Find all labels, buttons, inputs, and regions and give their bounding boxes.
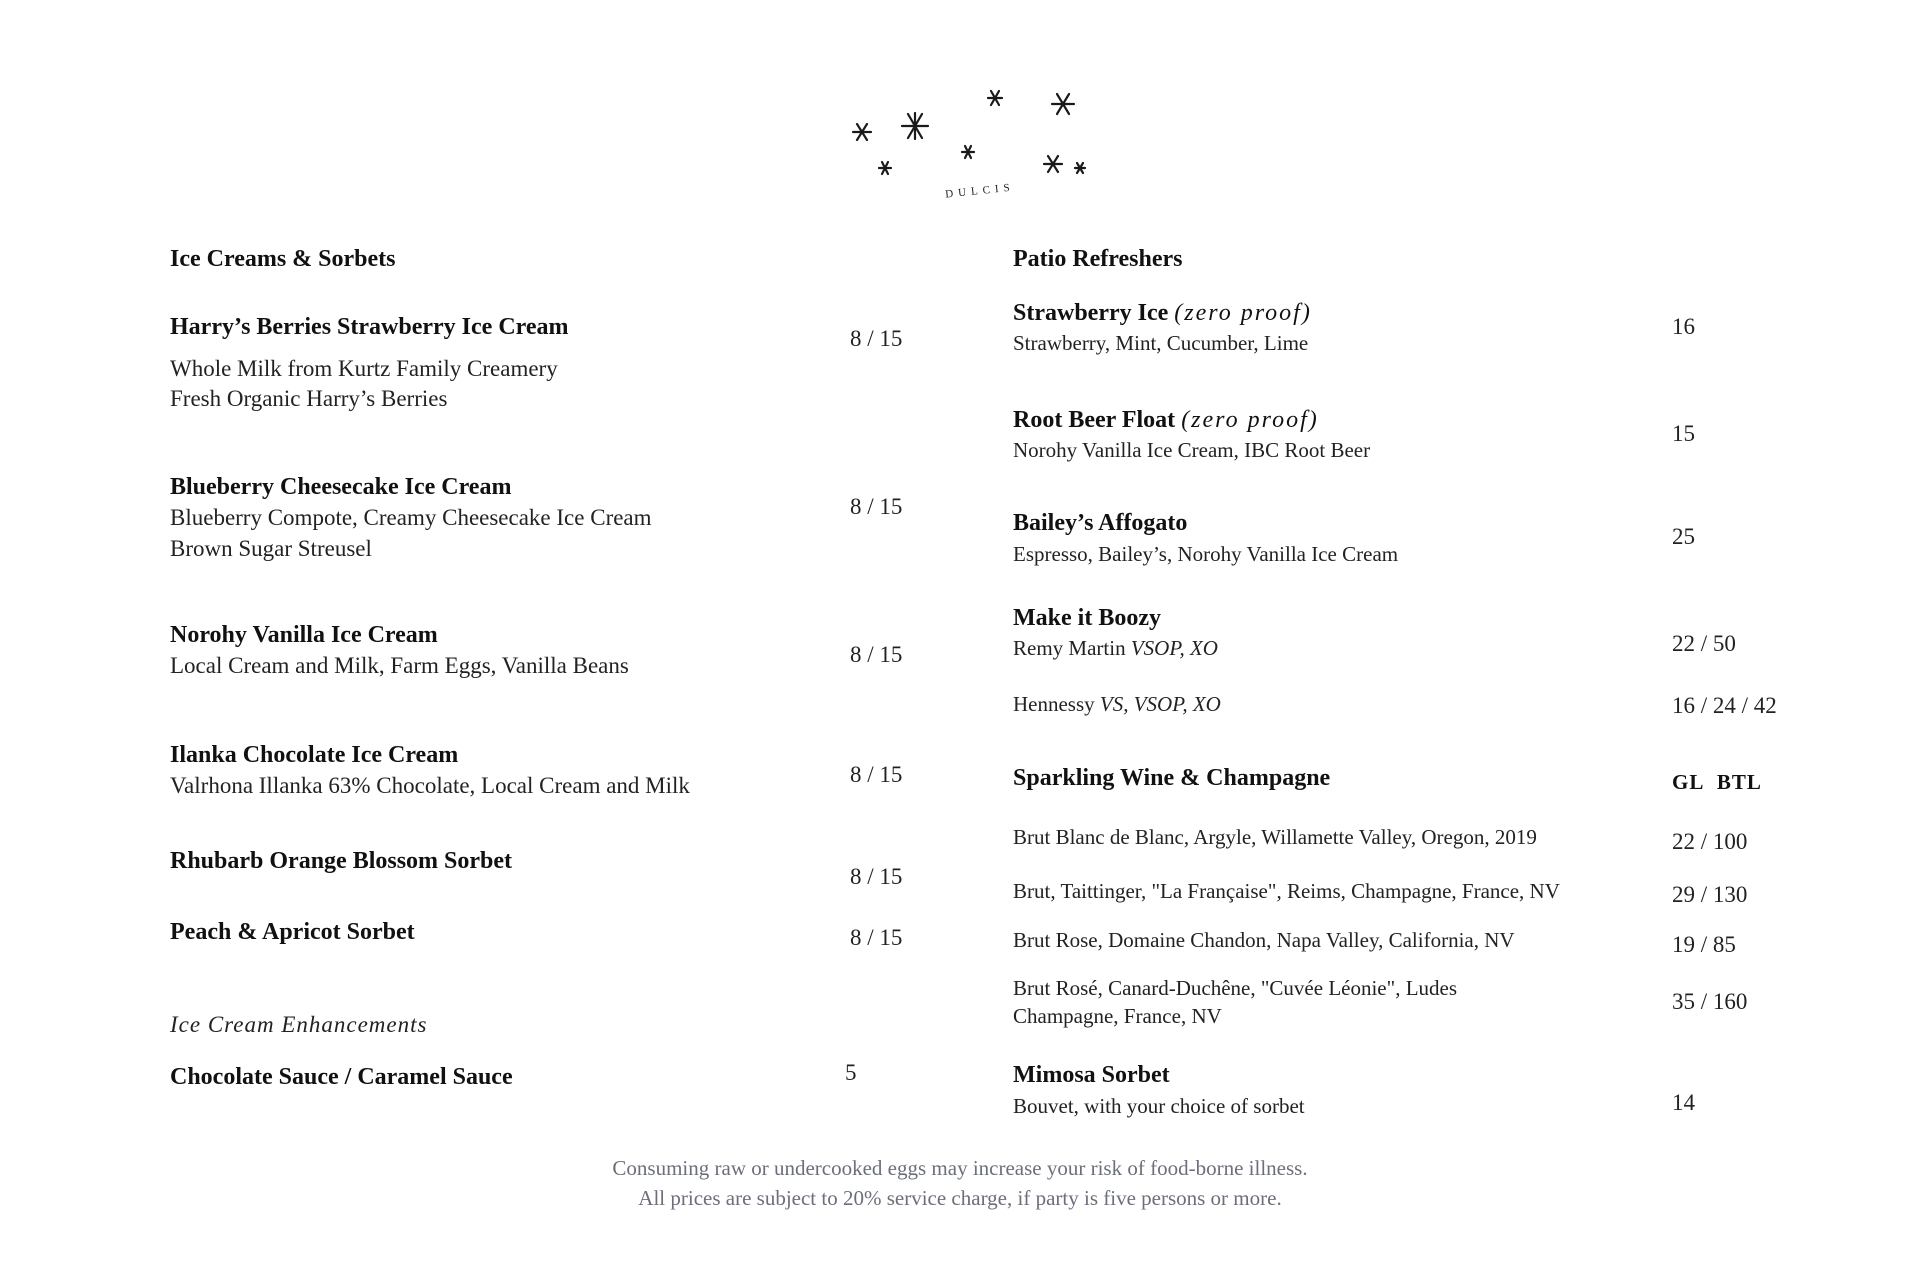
boozy-grades-remy: VSOP, XO bbox=[1130, 636, 1218, 660]
wine-price-chandon: 19 / 85 bbox=[1672, 932, 1736, 957]
boozy-line-remy-martin bbox=[1013, 636, 1218, 661]
item-name-peach-apricot-sorbet: Peach & Apricot Sorbet bbox=[170, 919, 415, 945]
item-price-mimosa-sorbet: 14 bbox=[1672, 1090, 1695, 1115]
item-name-chocolate-ice-cream: Ilanka Chocolate Ice Cream bbox=[170, 742, 459, 768]
item-name-baileys-affogato: Bailey’s Affogato bbox=[1013, 510, 1188, 536]
item-price-sauces: 5 bbox=[845, 1060, 857, 1085]
item-name-strawberry-ice-label: Strawberry Ice bbox=[1013, 300, 1169, 326]
wine-price-taittinger: 29 / 130 bbox=[1672, 882, 1748, 907]
item-name-vanilla-ice-cream: Norohy Vanilla Ice Cream bbox=[170, 622, 438, 648]
item-desc-blueberry-cheesecake-1: Blueberry Compote, Creamy Cheesecake Ice Cream bbox=[170, 505, 652, 530]
column-header-gl: GL bbox=[1672, 770, 1705, 794]
item-name-strawberry-ice-cream: Harry’s Berries Strawberry Ice Cream bbox=[170, 314, 569, 340]
item-desc-vanilla-ice-cream: Local Cream and Milk, Farm Eggs, Vanilla Beans bbox=[170, 653, 629, 678]
boozy-price-remy: 22 / 50 bbox=[1672, 631, 1736, 656]
item-price-vanilla-ice-cream: 8 / 15 bbox=[850, 642, 903, 667]
item-price-rhubarb-sorbet: 8 / 15 bbox=[850, 864, 903, 889]
item-name-blueberry-cheesecake: Blueberry Cheesecake Ice Cream bbox=[170, 474, 512, 500]
item-desc-chocolate-ice-cream: Valrhona Illanka 63% Chocolate, Local Cream and Milk bbox=[170, 773, 690, 798]
item-name-make-it-boozy: Make it Boozy bbox=[1013, 605, 1161, 631]
item-desc-strawberry-ice-cream-2: Fresh Organic Harry’s Berries bbox=[170, 386, 448, 411]
item-name-mimosa-sorbet: Mimosa Sorbet bbox=[1013, 1062, 1170, 1088]
section-title-patio-refreshers: Patio Refreshers bbox=[1013, 246, 1183, 272]
wine-price-canard-duchene: 35 / 160 bbox=[1672, 989, 1748, 1014]
item-price-strawberry-ice: 16 bbox=[1672, 314, 1695, 339]
wine-desc-canard-duchene-1: Brut Rosé, Canard-Duchêne, "Cuvée Léonie", Ludes bbox=[1013, 976, 1458, 1000]
zero-proof-label: (zero proof) bbox=[1174, 300, 1312, 326]
item-name-root-beer-float bbox=[1013, 407, 1319, 434]
section-title-sparkling: Sparkling Wine & Champagne bbox=[1013, 765, 1331, 791]
section-title-ice-creams: Ice Creams & Sorbets bbox=[170, 246, 396, 272]
item-name-root-beer-float-label: Root Beer Float bbox=[1013, 407, 1176, 433]
zero-proof-label: (zero proof) bbox=[1181, 407, 1319, 433]
item-price-blueberry-cheesecake: 8 / 15 bbox=[850, 494, 903, 519]
stars-icon bbox=[840, 80, 1100, 220]
boozy-price-hennessy: 16 / 24 / 42 bbox=[1672, 693, 1777, 718]
item-desc-strawberry-ice: Strawberry, Mint, Cucumber, Lime bbox=[1013, 331, 1309, 355]
logo bbox=[840, 80, 1100, 220]
wine-desc-canard-duchene-2: Champagne, France, NV bbox=[1013, 1004, 1222, 1028]
wine-desc-chandon: Brut Rose, Domaine Chandon, Napa Valley, California, NV bbox=[1013, 928, 1515, 952]
footer-service-charge: All prices are subject to 20% service charge, if party is five persons or more. bbox=[638, 1186, 1282, 1210]
logo-wordmark: DULCIS bbox=[944, 181, 1016, 201]
item-desc-root-beer-float: Norohy Vanilla Ice Cream, IBC Root Beer bbox=[1013, 438, 1371, 462]
item-desc-baileys-affogato: Espresso, Bailey’s, Norohy Vanilla Ice Cream bbox=[1013, 542, 1399, 566]
item-name-strawberry-ice bbox=[1013, 300, 1312, 327]
item-price-baileys-affogato: 25 bbox=[1672, 524, 1695, 549]
wine-desc-argyle: Brut Blanc de Blanc, Argyle, Willamette Valley, Oregon, 2019 bbox=[1013, 825, 1537, 849]
enhancements-title: Ice Cream Enhancements bbox=[170, 1012, 428, 1037]
wine-price-argyle: 22 / 100 bbox=[1672, 829, 1748, 854]
item-desc-mimosa-sorbet: Bouvet, with your choice of sorbet bbox=[1013, 1094, 1305, 1118]
sparkling-column-headers bbox=[1672, 770, 1762, 795]
item-price-chocolate-ice-cream: 8 / 15 bbox=[850, 762, 903, 787]
boozy-grades-hennessy: VS, VSOP, XO bbox=[1099, 692, 1221, 716]
column-header-btl: BTL bbox=[1716, 770, 1762, 794]
boozy-line-hennessy bbox=[1013, 692, 1221, 717]
boozy-brand-remy: Remy Martin bbox=[1013, 636, 1126, 660]
item-price-strawberry-ice-cream: 8 / 15 bbox=[850, 326, 903, 351]
item-price-peach-apricot-sorbet: 8 / 15 bbox=[850, 925, 903, 950]
item-desc-strawberry-ice-cream-1: Whole Milk from Kurtz Family Creamery bbox=[170, 356, 558, 381]
boozy-brand-hennessy: Hennessy bbox=[1013, 692, 1095, 716]
item-price-root-beer-float: 15 bbox=[1672, 421, 1695, 446]
item-desc-blueberry-cheesecake-2: Brown Sugar Streusel bbox=[170, 536, 372, 561]
item-name-rhubarb-sorbet: Rhubarb Orange Blossom Sorbet bbox=[170, 848, 513, 874]
footer-disclaimer-eggs: Consuming raw or undercooked eggs may increase your risk of food-borne illness. bbox=[612, 1156, 1308, 1180]
wine-desc-taittinger: Brut, Taittinger, "La Française", Reims, Champagne, France, NV bbox=[1013, 879, 1560, 903]
item-name-sauces: Chocolate Sauce / Caramel Sauce bbox=[170, 1064, 513, 1090]
